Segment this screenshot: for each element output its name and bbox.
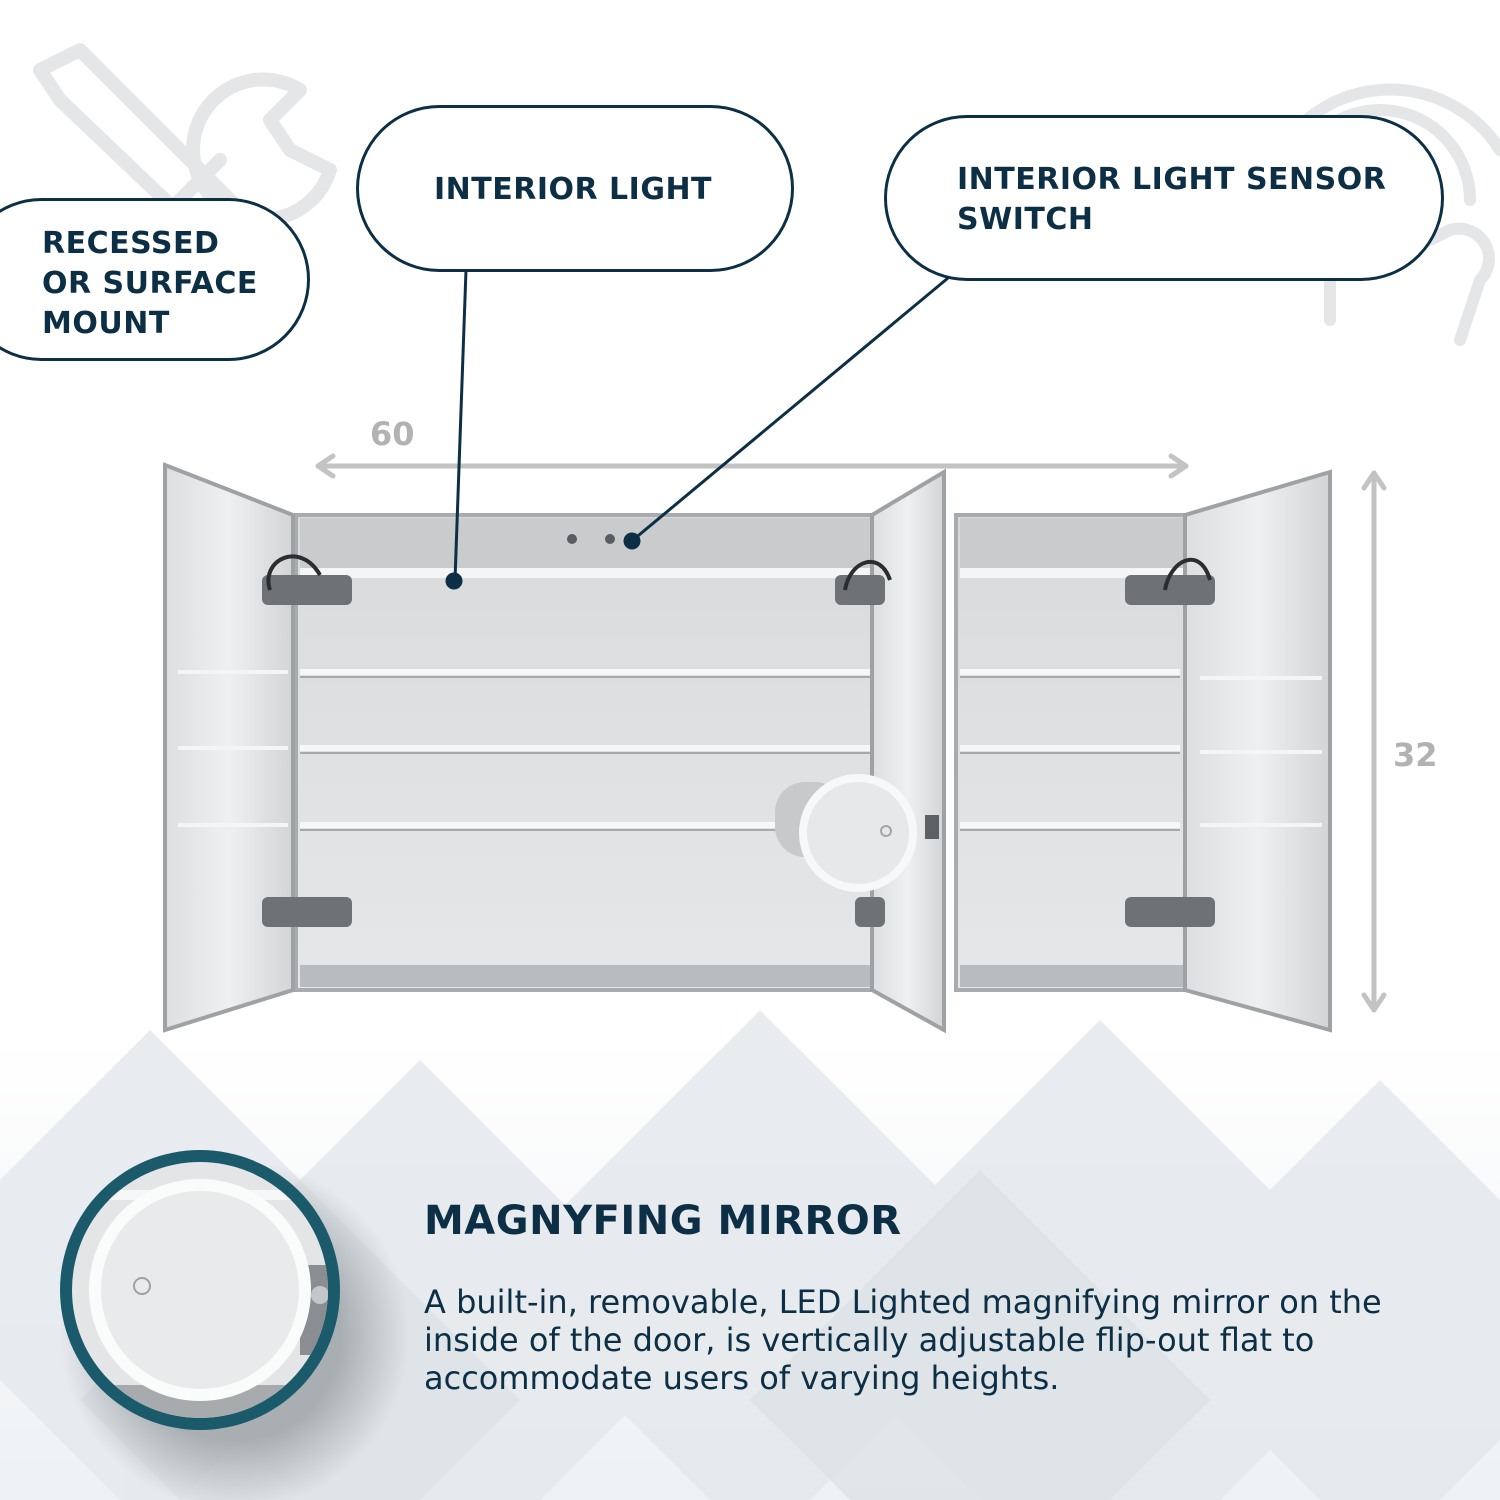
callout-recessed-label: RECESSED OR SURFACE MOUNT	[42, 226, 258, 341]
height-dimension-label: 32	[1393, 736, 1438, 774]
callout-interior-light-label: INTERIOR LIGHT	[434, 172, 713, 207]
feature-heading: MAGNYFING MIRROR	[424, 1198, 902, 1244]
width-dimension-label: 60	[370, 415, 415, 453]
callout-sensor-switch-label: INTERIOR LIGHT SENSOR SWITCH	[957, 162, 1387, 237]
feature-description: A built-in, removable, LED Lighted magnifying mirror on the inside of the door, is vertically adjustable flip-out flat to accommodate users of varying heights.	[424, 1283, 1382, 1397]
magnifying-mirror-closeup	[95, 1185, 305, 1395]
